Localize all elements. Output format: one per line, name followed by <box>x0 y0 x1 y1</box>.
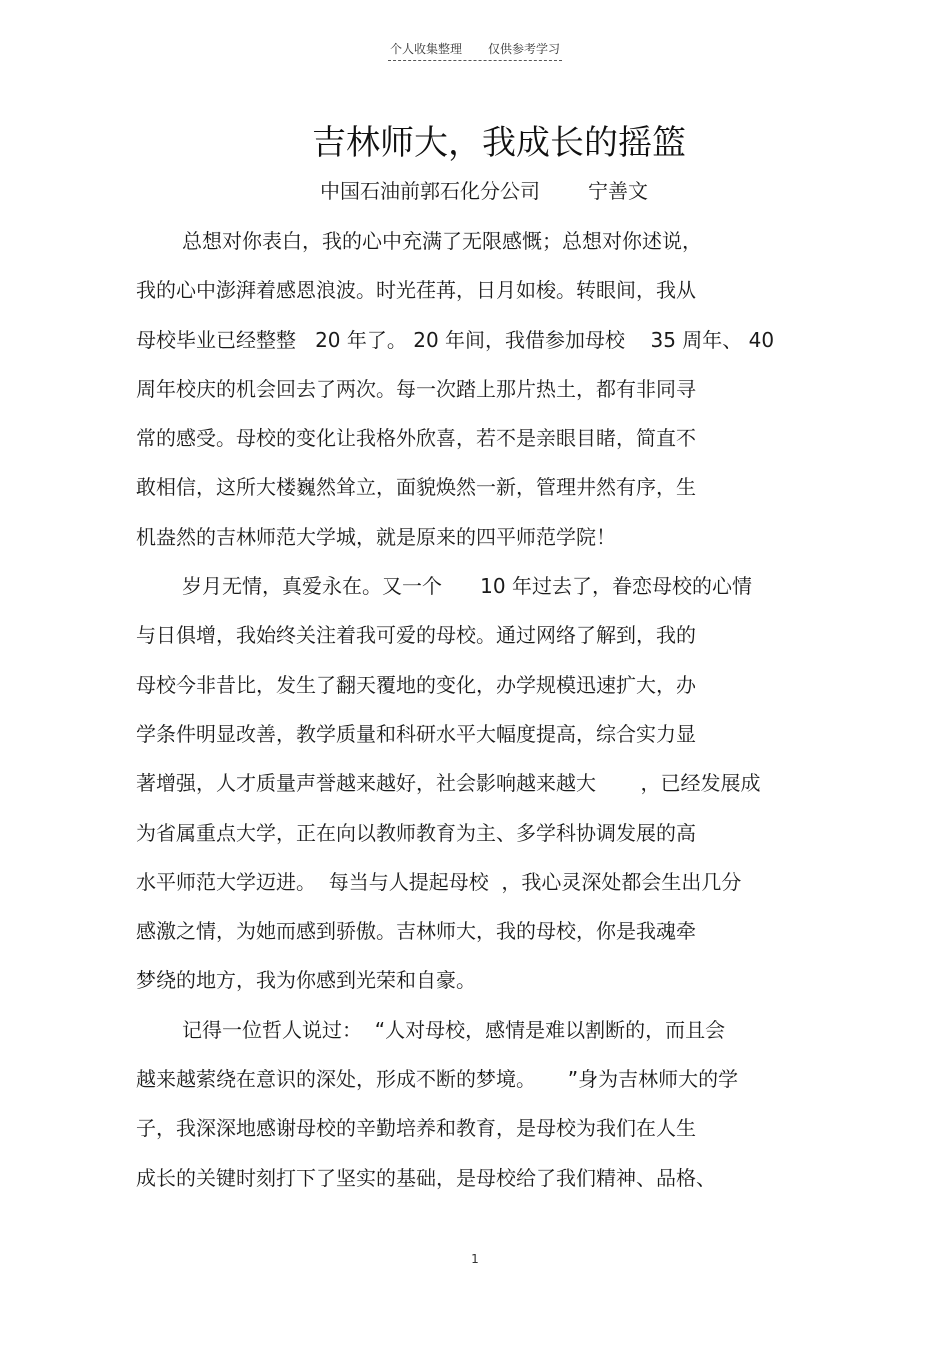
document-title: 吉林师大，我成长的摇篮 <box>312 123 686 163</box>
text-line: 为省属重点大学，正在向以教师教育为主、多学科协调发展的高 <box>136 820 696 845</box>
text-line: 我的心中澎湃着感恩浪波。时光荏苒，日月如梭。转眼间，我从 <box>136 278 696 303</box>
text-line: 常的感受。母校的变化让我格外欣喜，若不是亲眼目睹，简直不 <box>136 426 696 451</box>
text-line: 母校毕业已经整整 20 年了。 20 年间，我借参加母校 35 周年、 40 <box>136 327 775 352</box>
header-right-text: 仅供参考学习 <box>488 42 561 56</box>
text-line: 梦绕的地方，我为你感到光荣和自豪。 <box>136 968 476 993</box>
text-line: 成长的关键时刻打下了坚实的基础，是母校给了我们精神、品格、 <box>136 1165 716 1190</box>
article-body <box>136 226 836 1212</box>
text-line: 敢相信，这所大楼巍然耸立，面貌焕然一新，管理井然有序，生 <box>136 475 696 500</box>
text-line: 水平师范大学迈进。 每当与人提起母校 ，我心灵深处都会生出几分 <box>136 869 742 894</box>
text-line: 感激之情，为她而感到骄傲。吉林师大，我的母校，你是我魂牵 <box>136 919 696 944</box>
author-organization: 中国石油前郭石化分公司 <box>320 179 540 203</box>
author-line <box>320 177 648 205</box>
header-left-text: 个人收集整理 <box>389 42 462 56</box>
text-line: 总想对你表白，我的心中充满了无限感慨；总想对你述说， <box>182 229 702 253</box>
page-number: 1 <box>471 1252 479 1266</box>
text-line: 记得一位哲人说过： “人对母校，感情是难以割断的，而且会 <box>182 1017 726 1042</box>
header-line <box>388 40 562 61</box>
text-line: 著增强，人才质量声誉越来越好，社会影响越来越大 ，已经发展成 <box>136 771 761 796</box>
text-line: 与日俱增，我始终关注着我可爱的母校。通过网络了解到，我的 <box>136 623 696 648</box>
text-line: 母校今非昔比，发生了翻天覆地的变化，办学规模迅速扩大，办 <box>136 672 696 697</box>
text-line: 子，我深深地感谢母校的辛勤培养和教育，是母校为我们在人生 <box>136 1116 696 1141</box>
text-line: 周年校庆的机会回去了两次。每一次踏上那片热土，都有非同寻 <box>136 376 696 401</box>
text-line: 越来越萦绕在意识的深处，形成不断的梦境。 ”身为吉林师大的学 <box>136 1067 739 1092</box>
text-line: 机盎然的吉林师范大学城，就是原来的四平师范学院！ <box>136 524 616 549</box>
author-name: 宁善文 <box>588 179 648 203</box>
page-header <box>0 40 950 61</box>
text-line: 岁月无情，真爱永在。又一个 10 年过去了，眷恋母校的心情 <box>182 574 752 599</box>
text-line: 学条件明显改善，教学质量和科研水平大幅度提高，综合实力显 <box>136 721 696 746</box>
